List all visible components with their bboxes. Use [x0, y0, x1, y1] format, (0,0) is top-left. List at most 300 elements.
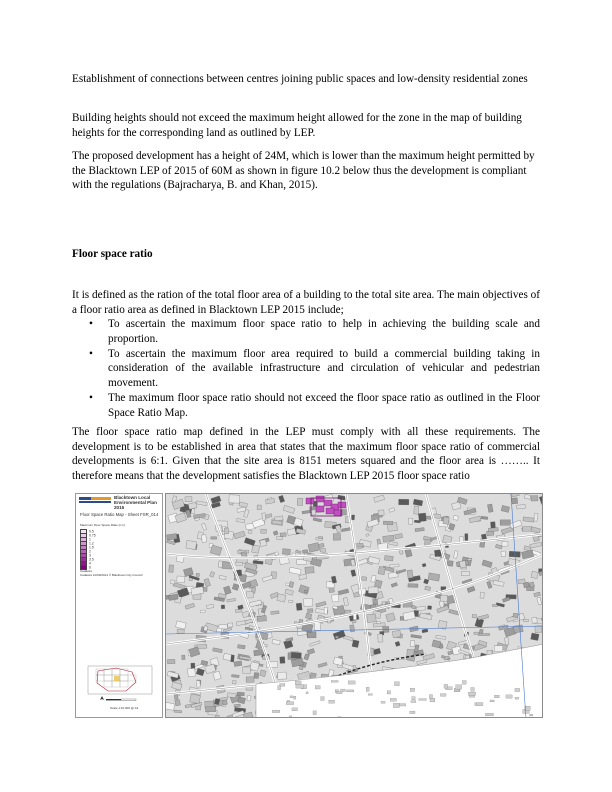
- land-parcel: [223, 586, 231, 595]
- map-legend-panel: [75, 493, 163, 718]
- land-parcel: [316, 601, 326, 607]
- bullet-icon: •: [89, 392, 93, 405]
- land-parcel: [352, 640, 359, 648]
- land-parcel: [243, 712, 253, 718]
- land-parcel: [177, 588, 189, 598]
- land-parcel: [245, 619, 253, 624]
- fsr-zone-parcel: [324, 500, 332, 506]
- land-parcel: [411, 605, 416, 609]
- north-arrow-icon: [100, 696, 104, 700]
- land-parcel: [324, 607, 327, 614]
- land-parcel: [234, 531, 246, 539]
- land-parcel: [244, 538, 255, 546]
- land-parcel: [387, 691, 390, 694]
- land-parcel: [490, 700, 494, 702]
- land-parcel: [531, 527, 541, 533]
- land-parcel: [291, 652, 301, 658]
- land-parcel: [487, 504, 493, 512]
- land-parcel: [399, 550, 403, 555]
- land-parcel: [341, 689, 346, 692]
- land-parcel: [444, 684, 448, 688]
- land-parcel: [342, 528, 351, 532]
- legend-key-label: 3.5: [89, 557, 94, 562]
- land-parcel: [430, 698, 435, 702]
- land-parcel: [308, 543, 320, 553]
- legend-key-label: 1: [89, 537, 91, 542]
- land-parcel: [411, 635, 422, 639]
- land-parcel: [403, 611, 415, 620]
- land-parcel: [265, 498, 274, 504]
- cadastral-map: [165, 493, 543, 718]
- land-parcel: [505, 638, 509, 646]
- land-parcel: [213, 648, 223, 653]
- land-parcel: [318, 662, 327, 667]
- land-parcel: [210, 545, 222, 555]
- land-parcel: [200, 610, 205, 613]
- land-parcel: [417, 606, 426, 610]
- land-parcel: [422, 629, 428, 633]
- land-parcel: [465, 534, 468, 541]
- land-parcel: [531, 496, 538, 501]
- land-parcel: [307, 632, 316, 638]
- land-parcel: [515, 697, 519, 699]
- land-parcel: [299, 666, 303, 670]
- land-parcel: [289, 600, 293, 603]
- land-parcel: [373, 648, 381, 655]
- land-parcel: [331, 681, 338, 683]
- land-parcel: [229, 495, 240, 504]
- cadastre-note: Cadastre 10/09/2014 © Blacktown City Council: [80, 573, 143, 577]
- land-parcel: [395, 641, 400, 646]
- land-parcel: [307, 648, 315, 654]
- land-parcel: [321, 697, 325, 701]
- land-parcel: [531, 571, 538, 578]
- land-parcel: [459, 561, 466, 568]
- land-parcel: [456, 685, 462, 689]
- land-parcel: [429, 695, 432, 699]
- land-parcel: [249, 600, 262, 607]
- land-parcel: [487, 581, 492, 588]
- land-parcel: [393, 703, 399, 707]
- land-parcel: [260, 539, 267, 546]
- locality-inset-map: [88, 666, 152, 694]
- land-parcel: [412, 697, 415, 700]
- land-parcel: [424, 579, 429, 584]
- land-parcel: [390, 564, 400, 568]
- land-parcel: [201, 535, 206, 543]
- land-parcel: [492, 604, 497, 606]
- land-parcel: [232, 584, 239, 591]
- legend-key-label: 1.5: [89, 545, 94, 550]
- land-parcel: [237, 692, 244, 696]
- land-parcel: [237, 507, 246, 512]
- land-parcel: [493, 580, 504, 586]
- land-parcel: [277, 672, 286, 679]
- land-parcel: [182, 655, 185, 660]
- land-parcel: [434, 550, 441, 557]
- land-parcel: [307, 609, 313, 613]
- land-parcel: [467, 586, 475, 592]
- land-parcel: [377, 539, 381, 544]
- land-parcel: [286, 583, 290, 585]
- land-parcel: [231, 655, 235, 662]
- legend-key-label: 4: [89, 561, 91, 566]
- land-parcel: [185, 603, 195, 609]
- legend-key-label: 1.2: [89, 541, 94, 546]
- list-item-text: The maximum floor space ratio should not exceed the floor space ratio as outlined in the Floor Space Ratio Map.: [108, 392, 540, 419]
- land-parcel: [368, 694, 372, 696]
- land-parcel: [461, 572, 469, 576]
- land-parcel: [289, 716, 292, 718]
- land-parcel: [501, 505, 509, 512]
- land-parcel: [521, 550, 533, 559]
- land-parcel: [407, 570, 413, 578]
- land-parcel: [170, 580, 175, 584]
- land-parcel: [177, 629, 184, 633]
- land-parcel: [373, 623, 385, 628]
- land-parcel: [329, 700, 335, 703]
- intro-paragraph-1: Establishment of connections between centres joining public spaces and low-density residential zones: [72, 73, 528, 85]
- land-parcel: [285, 589, 294, 595]
- legend-key-label: 2: [89, 549, 91, 554]
- land-parcel: [278, 495, 284, 502]
- land-parcel: [486, 713, 494, 716]
- land-parcel: [378, 634, 383, 642]
- land-parcel: [177, 576, 185, 583]
- legend-key-label: 6: [89, 565, 91, 570]
- land-parcel: [428, 573, 440, 581]
- land-parcel: [169, 565, 174, 573]
- list-item: [72, 317, 540, 346]
- land-parcel: [232, 680, 236, 684]
- land-parcel: [423, 653, 435, 660]
- land-parcel: [478, 633, 489, 635]
- land-parcel: [443, 517, 449, 524]
- legend-key-label: 3: [89, 553, 91, 558]
- objectives-list: [72, 317, 540, 421]
- land-parcel: [299, 574, 307, 580]
- land-parcel: [418, 513, 426, 522]
- land-parcel: [338, 589, 349, 595]
- land-parcel: [395, 682, 400, 686]
- fsr-zone-parcel: [326, 508, 334, 514]
- section-paragraph-1: It is defined as the ration of the total floor area of a building to the total site area. The main objectives of a floor ratio area as defined in Blacktown LEP 2015 include;: [72, 289, 540, 316]
- land-parcel: [502, 542, 508, 547]
- legend-heading: Maximum Floor Space Ratio (n:1): [80, 523, 125, 527]
- land-parcel: [282, 549, 290, 555]
- land-parcel: [374, 495, 385, 502]
- land-parcel: [458, 640, 468, 645]
- land-parcel: [219, 624, 228, 629]
- land-parcel: [494, 695, 499, 698]
- land-parcel: [306, 692, 308, 694]
- land-parcel: [478, 614, 489, 620]
- land-parcel: [280, 657, 285, 664]
- land-parcel: [246, 591, 253, 598]
- land-parcel: [202, 523, 207, 530]
- land-parcel: [221, 605, 225, 609]
- intro-paragraph-2: Building heights should not exceed the maximum height allowed for the zone in the map of building heights for the corresponding land as outlined by LEP.: [72, 112, 522, 139]
- land-parcel: [176, 621, 187, 629]
- land-parcel: [215, 715, 219, 718]
- land-parcel: [286, 637, 293, 641]
- land-parcel: [314, 622, 321, 630]
- land-parcel: [413, 499, 423, 506]
- land-parcel: [296, 603, 302, 610]
- land-parcel: [405, 549, 412, 558]
- land-parcel: [204, 578, 211, 586]
- land-parcel: [273, 531, 278, 536]
- land-parcel: [253, 561, 263, 565]
- land-parcel: [234, 661, 242, 667]
- land-parcel: [246, 677, 254, 683]
- land-parcel: [453, 515, 458, 520]
- land-parcel: [367, 614, 377, 623]
- land-parcel: [532, 617, 538, 623]
- land-parcel: [211, 537, 217, 540]
- land-parcel: [196, 668, 204, 676]
- land-parcel: [399, 704, 405, 706]
- land-parcel: [186, 540, 197, 549]
- land-parcel: [305, 590, 309, 593]
- land-parcel: [440, 595, 447, 601]
- land-parcel: [261, 529, 267, 533]
- scale-label: Scale 1:10,000 @ A3: [110, 706, 139, 710]
- land-parcel: [297, 498, 303, 505]
- land-parcel: [534, 513, 538, 521]
- land-parcel: [318, 537, 322, 539]
- land-parcel: [315, 686, 320, 689]
- land-parcel: [241, 552, 247, 558]
- land-parcel: [265, 514, 272, 519]
- land-parcel: [174, 710, 182, 713]
- land-parcel: [278, 686, 281, 690]
- land-parcel: [506, 695, 512, 698]
- land-parcel: [187, 668, 195, 677]
- land-parcel: [296, 550, 302, 554]
- land-parcel: [452, 502, 461, 510]
- land-parcel: [523, 517, 534, 522]
- land-parcel: [196, 680, 200, 687]
- land-parcel: [337, 691, 343, 693]
- section-paragraph-2: The floor space ratio map defined in the LEP must comply with all these requirements. The development is to be established in area that states that the maximum floor space ratio of commercial developments is 6:1. Given that the site area is 8151 meters squared and the floor area is …….. It therefore means that the development satisfies the Blacktown LEP 2015 floor space ratio: [72, 426, 540, 482]
- land-parcel: [188, 502, 197, 509]
- land-parcel: [260, 670, 267, 677]
- land-parcel: [234, 704, 240, 707]
- land-parcel: [462, 681, 466, 685]
- land-parcel: [205, 707, 215, 712]
- land-parcel: [271, 611, 279, 615]
- land-parcel: [213, 671, 221, 680]
- land-parcel: [185, 497, 192, 502]
- scale-bar: [106, 699, 136, 700]
- land-parcel: [313, 518, 322, 522]
- land-parcel: [469, 516, 481, 523]
- fsr-zone-parcel: [316, 506, 324, 512]
- land-parcel: [432, 640, 441, 648]
- bullet-icon: •: [89, 347, 93, 360]
- land-parcel: [436, 635, 446, 639]
- land-parcel: [500, 520, 510, 525]
- land-parcel: [348, 681, 355, 684]
- map-graphic: [166, 494, 543, 718]
- land-parcel: [254, 673, 259, 679]
- intro-paragraph-3: The proposed development has a height of 24M, which is lower than the maximum height permitted by the Blacktown LEP of 2015 of 60M as shown in figure 10.2 below thus the development is compliant with the regulations (Bajracharya, B. and Khan, 2015).: [72, 150, 535, 192]
- land-parcel: [292, 708, 298, 711]
- land-parcel: [383, 521, 393, 525]
- list-item-text: To ascertain the maximum floor space ratio to help in achieving the building scale and proportion.: [108, 318, 540, 345]
- land-parcel: [396, 569, 406, 574]
- land-parcel: [366, 687, 369, 691]
- land-parcel: [347, 690, 354, 692]
- list-item-text: To ascertain the maximum floor area required to build a commercial building taking in consideration of the available infrastructure and circulation of vehicular and pedestrian movement.: [108, 347, 540, 389]
- land-parcel: [477, 703, 483, 706]
- land-parcel: [219, 575, 226, 579]
- land-parcel: [510, 520, 522, 529]
- land-parcel: [294, 696, 296, 699]
- land-parcel: [419, 699, 427, 701]
- land-parcel: [481, 516, 488, 519]
- land-parcel: [378, 510, 384, 516]
- list-item: [72, 347, 540, 391]
- land-parcel: [191, 663, 195, 669]
- land-parcel: [425, 586, 431, 591]
- land-parcel: [272, 639, 280, 644]
- council-logo-icon: [79, 497, 91, 500]
- land-parcel: [190, 694, 201, 704]
- land-parcel: [296, 685, 304, 689]
- land-parcel: [361, 577, 366, 581]
- land-parcel: [342, 664, 353, 671]
- land-parcel: [299, 585, 310, 595]
- land-parcel: [338, 717, 341, 718]
- land-parcel: [183, 568, 193, 577]
- land-parcel: [392, 630, 401, 637]
- land-parcel: [399, 499, 409, 505]
- land-parcel: [513, 625, 523, 633]
- land-parcel: [343, 597, 348, 605]
- list-item: [72, 391, 540, 420]
- land-parcel: [237, 518, 245, 522]
- land-parcel: [166, 702, 175, 710]
- land-parcel: [480, 592, 484, 598]
- land-parcel: [304, 654, 310, 660]
- land-parcel: [371, 575, 376, 582]
- land-parcel: [395, 533, 403, 538]
- land-parcel: [511, 494, 520, 497]
- land-parcel: [468, 692, 475, 695]
- land-parcel: [277, 594, 286, 602]
- land-parcel: [228, 623, 233, 627]
- land-parcel: [366, 534, 369, 537]
- land-parcel: [531, 633, 539, 641]
- land-parcel: [410, 711, 415, 714]
- land-parcel: [488, 528, 498, 532]
- land-parcel: [417, 660, 427, 665]
- land-parcel: [290, 696, 293, 698]
- land-parcel: [482, 560, 492, 568]
- land-parcel: [522, 527, 531, 532]
- land-parcel: [410, 641, 415, 647]
- land-parcel: [248, 531, 252, 534]
- land-parcel: [440, 694, 446, 697]
- land-parcel: [257, 616, 267, 622]
- land-parcel: [350, 625, 355, 632]
- land-parcel: [535, 626, 542, 633]
- land-parcel: [517, 505, 526, 509]
- legend-key-label: 0.5: [89, 529, 94, 534]
- fsr-zone-parcel: [316, 496, 324, 502]
- land-parcel: [368, 587, 378, 593]
- land-parcel: [224, 528, 228, 534]
- land-parcel: [320, 548, 326, 552]
- land-parcel: [227, 693, 236, 698]
- land-parcel: [530, 542, 542, 548]
- land-parcel: [539, 495, 543, 505]
- land-parcel: [384, 555, 393, 561]
- land-parcel: [390, 698, 396, 701]
- land-parcel: [454, 551, 458, 559]
- bullet-icon: •: [89, 318, 93, 330]
- land-parcel: [409, 518, 413, 524]
- land-parcel: [227, 598, 236, 602]
- land-parcel: [303, 598, 312, 606]
- land-parcel: [203, 626, 208, 631]
- land-parcel: [310, 641, 321, 647]
- land-parcel: [333, 534, 340, 541]
- land-parcel: [235, 609, 242, 612]
- land-parcel: [262, 575, 273, 581]
- land-parcel: [335, 636, 338, 639]
- land-parcel: [302, 550, 308, 554]
- land-parcel: [494, 646, 503, 652]
- land-parcel: [428, 606, 432, 610]
- land-parcel: [415, 528, 424, 532]
- land-parcel: [295, 681, 301, 685]
- land-parcel: [472, 614, 477, 618]
- land-parcel: [232, 674, 240, 677]
- section-heading: Floor space ratio: [72, 248, 153, 260]
- land-parcel: [206, 604, 213, 609]
- land-parcel: [175, 513, 187, 523]
- land-parcel: [422, 563, 426, 567]
- land-parcel: [414, 506, 419, 514]
- land-parcel: [289, 567, 301, 574]
- land-parcel: [351, 515, 354, 520]
- land-parcel: [173, 583, 185, 589]
- land-parcel: [351, 570, 356, 577]
- land-parcel: [419, 613, 432, 620]
- land-parcel: [283, 505, 295, 513]
- land-parcel: [175, 700, 181, 706]
- land-parcel: [247, 695, 251, 701]
- land-parcel: [286, 702, 294, 705]
- land-parcel: [534, 592, 541, 597]
- council-logo-band-icon: [79, 501, 111, 503]
- land-parcel: [386, 613, 396, 622]
- cadastre-label: Cadastre: [80, 569, 93, 573]
- land-parcel: [239, 502, 248, 508]
- land-parcel: [257, 505, 261, 510]
- land-parcel: [167, 659, 175, 663]
- fsr-zone-parcel: [338, 502, 346, 508]
- land-parcel: [381, 701, 385, 703]
- land-parcel: [280, 533, 286, 537]
- land-parcel: [196, 573, 199, 576]
- legend-graphics: [76, 494, 163, 718]
- land-parcel: [530, 714, 533, 716]
- land-parcel: [411, 701, 416, 703]
